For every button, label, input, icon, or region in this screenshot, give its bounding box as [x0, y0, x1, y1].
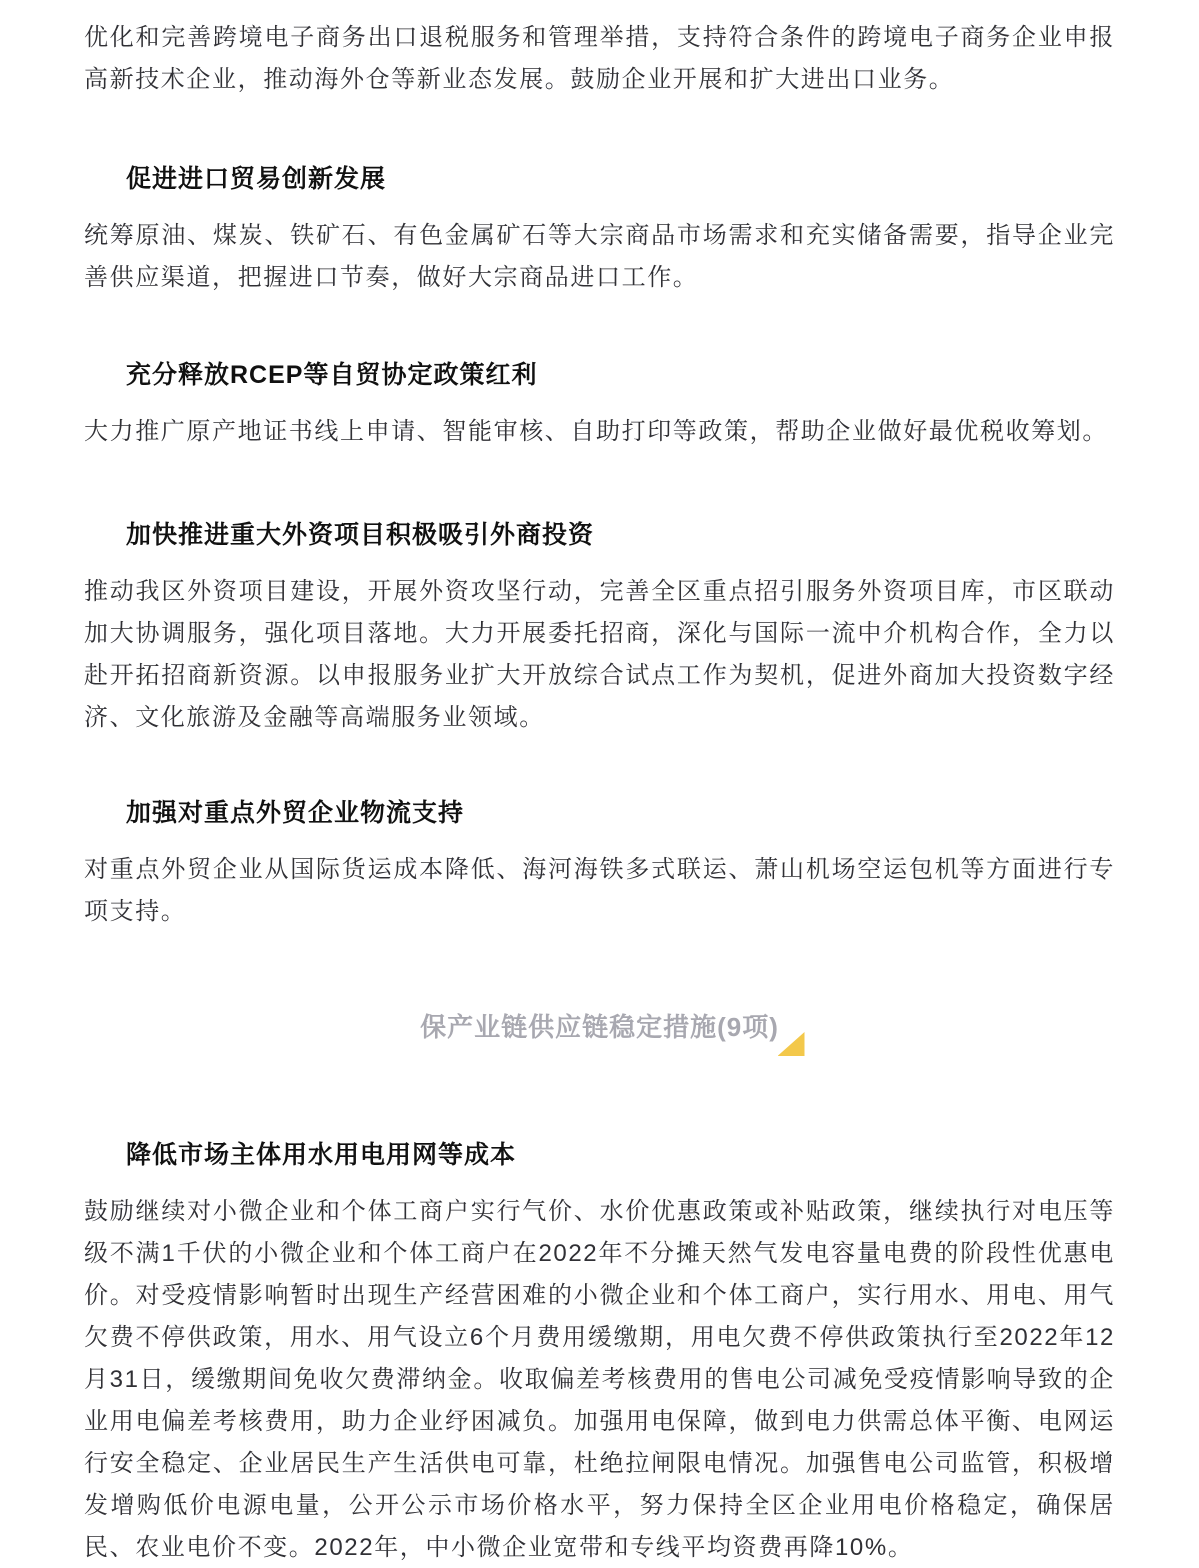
section-heading-utility-costs: 降低市场主体用水用电用网等成本: [126, 1141, 517, 1169]
section-heading-rcep: 充分释放RCEP等自贸协定政策红利: [126, 361, 538, 389]
intro-paragraph: 优化和完善跨境电子商务出口退税服务和管理举措，支持符合条件的跨境电子商务企业申报高新技术企业，推动海外仓等新业态发展。鼓励企业开展和扩大进出口业务。: [84, 24, 1115, 93]
section-body-import-trade: 统筹原油、煤炭、铁矿石、有色金属矿石等大宗商品市场需求和充实储备需要，指导企业完善供应渠道，把握进口节奏，做好大宗商品进口工作。: [84, 222, 1115, 291]
section-body-logistics-support: 对重点外贸企业从国际货运成本降低、海河海铁多式联运、萧山机场空运包机等方面进行专项支持。: [84, 856, 1115, 925]
corner-triangle-icon: [778, 1032, 805, 1056]
section-body-rcep: 大力推广原产地证书线上申请、智能审核、自助打印等政策，帮助企业做好最优税收筹划。: [84, 418, 1108, 445]
chapter-divider-title: 保产业链供应链稳定措施(9项): [420, 1012, 779, 1042]
section-heading-foreign-investment: 加快推进重大外资项目积极吸引外商投资: [126, 521, 595, 549]
section-body-foreign-investment: 推动我区外资项目建设，开展外资攻坚行动，完善全区重点招引服务外资项目库，市区联动加大协调服务，强化项目落地。大力开展委托招商，深化与国际一流中介机构合作，全力以赴开拓招商新资源。以申报服务业扩大开放综合试点工作为契机，促进外商加大投资数字经济、文化旅游及金融等高端服务业领域。: [84, 578, 1115, 731]
section-heading-logistics-support: 加强对重点外贸企业物流支持: [126, 799, 465, 827]
chapter-divider: [84, 1005, 1115, 1049]
section-heading-import-trade: 促进进口贸易创新发展: [126, 165, 387, 193]
section-body-utility-costs: 鼓励继续对小微企业和个体工商户实行气价、水价优惠政策或补贴政策，继续执行对电压等级不满1千伏的小微企业和个体工商户在2022年不分摊天然气发电容量电费的阶段性优惠电价。对受疫情影响暂时出现生产经营困难的小微企业和个体工商户，实行用水、用电、用气欠费不停供政策，用水、用气设立6个月费用缓缴期，用电欠费不停供政策执行至2022年12月31日，缓缴期间免收欠费滞纳金。收取偏差考核费用的售电公司减免受疫情影响导致的企业用电偏差考核费用，助力企业纾困减负。加强用电保障，做到电力供需总体平衡、电网运行安全稳定、企业居民生产生活供电可靠，杜绝拉闸限电情况。加强售电公司监管，积极增发增购低价电源电量，公开公示市场价格水平，努力保持全区企业用电价格稳定，确保居民、农业电价不变。2022年，中小微企业宽带和专线平均资费再降10%。: [84, 1198, 1115, 1561]
